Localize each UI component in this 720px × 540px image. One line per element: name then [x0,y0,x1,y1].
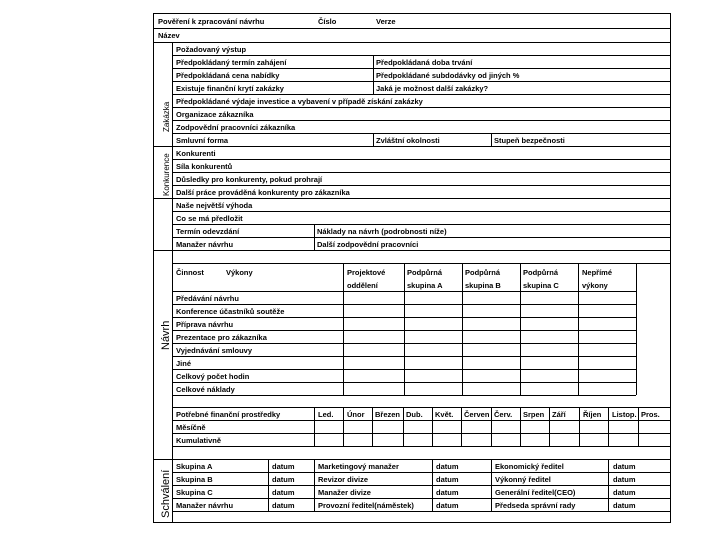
month-kveten: Květ. [435,410,454,419]
divider [172,211,671,212]
divider [403,407,404,446]
divider [172,55,671,56]
sig-skupina-c: Skupina C [176,488,213,497]
kryti-label: Existuje finanční krytí zakázky [176,84,284,93]
cislo-label: Číslo [318,17,337,26]
row-mesicne: Měsíčně [176,423,206,432]
divider [432,407,433,446]
col-skupina-b-2: skupina B [465,281,501,290]
divider [373,55,374,94]
month-brezen: Březen [375,410,401,419]
divider [153,250,671,251]
divider [491,407,492,446]
row-konference: Konference účastníků soutěže [176,307,285,316]
divider [608,407,609,446]
sig-date: datum [436,475,459,484]
dalsi-zodpovedni-label: Další zodpovědní pracovníci [317,240,419,249]
divider [172,407,671,408]
divider [432,459,433,511]
sig-ekonomicky: Ekonomický ředitel [495,462,564,471]
sig-marketing: Marketingový manažer [318,462,399,471]
duvody-label: Důsledky pro konkurenty, pokud prohrají [176,175,323,184]
divider [172,511,671,512]
subdodavky-label: Předpokládané subdodávky od jiných % [376,71,520,80]
row-vyjednavani: Vyjednávání smlouvy [176,346,253,355]
vystup-label: Požadovaný výstup [176,45,247,54]
co-label: Co se má předložit [176,214,243,223]
sig-date: datum [436,462,459,471]
divider [373,133,374,146]
divider [172,420,671,421]
finance-label: Potřebné finanční prostředky [176,410,281,419]
divider [578,263,579,395]
manazer-label: Manažer návrhu [176,240,234,249]
vydaje-label: Předpokládané výdaje investice a vybavení v případě získání zakázky [176,97,423,106]
divider [172,94,671,95]
sig-date: datum [613,488,636,497]
month-rijen: Říjen [583,410,602,419]
divider [172,472,671,473]
sig-date: datum [436,501,459,510]
divider [268,459,269,511]
col-skupina-c-2: skupina C [523,281,559,290]
month-srpen: Srpen [523,410,545,419]
sig-date: datum [613,501,636,510]
konkurenti-label: Konkurenti [176,149,216,158]
divider [314,224,315,250]
divider [172,263,671,264]
month-unor: Únor [347,410,365,419]
divider [153,198,671,199]
divider [314,407,315,446]
col-skupina-a-1: Podpůrná [407,268,442,277]
month-led: Led. [318,410,334,419]
month-listopad: Listop. [612,410,637,419]
month-cerven: Červen [464,410,490,419]
termin-label: Předpokládaný termín zahájení [176,58,287,67]
divider [153,146,671,147]
naklady-label: Náklady na návrh (podrobnosti níže) [317,227,447,236]
divider [636,263,637,395]
divider [491,133,492,146]
sila-label: Síla konkurentů [176,162,233,171]
divider [172,159,671,160]
month-prosinec: Pros. [641,410,660,419]
section-column-line [172,42,173,523]
divider [520,407,521,446]
divider [172,81,671,82]
sig-generalni: Generální ředitel(CEO) [495,488,576,497]
col-skupina-b-1: Podpůrná [465,268,500,277]
divider [343,407,344,446]
divider [172,433,671,434]
doba-label: Předpokládaná doba trvání [376,58,473,67]
divider [172,446,671,447]
row-naklady: Celkové náklady [176,385,235,394]
month-cervenec: Červ. [494,410,513,419]
col-skupina-c-1: Podpůrná [523,268,558,277]
divider [172,185,671,186]
divider [608,459,609,511]
sig-provozni: Provozní ředitel(náměstek) [318,501,414,510]
nazev-label: Název [158,31,180,40]
vykony-label: Výkony [226,268,253,277]
sig-manazer-navrhu: Manažer návrhu [176,501,234,510]
divider [172,120,671,121]
divider [172,68,671,69]
divider [153,42,671,43]
row-kumulativne: Kumulativně [176,436,222,445]
bezpecnost-label: Stupeň bezpečnosti [494,136,565,145]
forma-label: Smluvní forma [176,136,229,145]
row-prezentace: Prezentace pro zákazníka [176,333,267,342]
month-zari: Září [552,410,566,419]
sig-date: datum [272,488,295,497]
row-priprava: Příprava návrhu [176,320,234,329]
divider [638,407,639,446]
sig-revizor: Revizor divize [318,475,369,484]
verze-label: Verze [376,17,396,26]
cena-label: Předpokládaná cena nabídky [176,71,280,80]
row-pocet-hodin: Celkový počet hodin [176,372,250,381]
col-neprime-1: Nepřímé [582,268,613,277]
section-label-schvaleni: Schválení [160,469,172,518]
vyhoda-label: Naše největší výhoda [176,201,253,210]
divider [314,459,315,511]
okolnosti-label: Zvláštní okolnosti [376,136,440,145]
divider [343,263,344,395]
divider [153,28,671,29]
divider [520,263,521,395]
divider [461,407,462,446]
sig-date: datum [272,475,295,484]
col-projektove-2: oddělení [347,281,378,290]
sig-manazer-divize: Manažer divize [318,488,371,497]
divider [172,395,636,396]
divider [491,459,492,511]
divider [172,172,671,173]
divider [462,263,463,395]
odevzdani-label: Termín odevzdání [176,227,240,236]
moznost-label: Jaká je možnost další zakázky? [376,84,489,93]
divider [372,407,373,446]
divider [172,237,671,238]
col-projektove-1: Projektové [347,268,386,277]
zodpovedni-label: Zodpovědní pracovníci zákazníka [176,123,296,132]
divider [172,107,671,108]
sig-vykonny: Výkonný ředitel [495,475,551,484]
sig-date: datum [272,501,295,510]
sig-date: datum [436,488,459,497]
sig-date: datum [272,462,295,471]
divider [172,224,671,225]
divider [172,498,671,499]
section-label-konkurence: Konkurence [162,153,171,196]
prace-label: Další práce prováděná konkurenty pro zákazníka [176,188,350,197]
organizace-label: Organizace zákazníka [176,110,254,119]
sig-predseda: Předseda správní rady [495,501,576,510]
row-predavani: Předávání návrhu [176,294,239,303]
section-label-navrh: Návrh [160,320,172,350]
sig-date: datum [613,462,636,471]
sig-skupina-a: Skupina A [176,462,213,471]
col-neprime-2: výkony [582,281,608,290]
divider [404,263,405,395]
form-title: Pověření k zpracování návrhu [158,17,265,26]
col-skupina-a-2: skupina A [407,281,443,290]
sig-skupina-b: Skupina B [176,475,213,484]
divider [172,133,671,134]
sig-date: datum [613,475,636,484]
cinnost-label: Činnost [176,268,204,277]
month-duben: Dub. [406,410,423,419]
section-label-zakazka: Zakázka [162,101,171,132]
divider [549,407,550,446]
divider [153,459,671,460]
divider [172,485,671,486]
row-jine: Jiné [176,359,192,368]
divider [579,407,580,446]
